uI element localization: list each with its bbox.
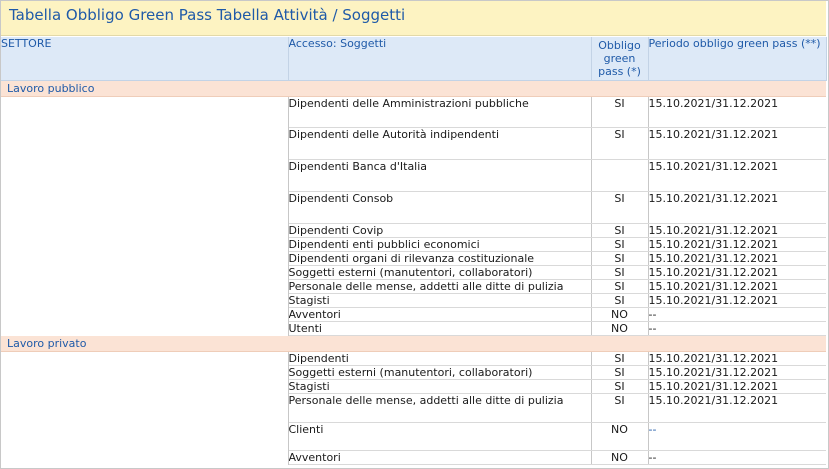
sector-row: [1, 81, 826, 97]
subject-cell: Dipendenti: [288, 352, 591, 366]
subject-cell: Avventori: [288, 451, 591, 465]
periodo-cell: 15.10.2021/31.12.2021: [648, 394, 826, 423]
subject-cell: Clienti: [288, 423, 591, 451]
obbligo-cell: SI: [591, 294, 648, 308]
periodo-cell: 15.10.2021/31.12.2021: [648, 160, 826, 192]
obligation-table: [1, 37, 827, 465]
subject-cell: Dipendenti delle Autorità indipendenti: [288, 128, 591, 160]
obbligo-cell: SI: [591, 394, 648, 423]
periodo-cell: 15.10.2021/31.12.2021: [648, 294, 826, 308]
table-row: [1, 97, 826, 128]
obbligo-cell: NO: [591, 423, 648, 451]
subject-cell: Dipendenti Consob: [288, 192, 591, 224]
subject-cell: Stagisti: [288, 294, 591, 308]
sector-label: Lavoro privato: [1, 336, 826, 352]
subject-cell: Soggetti esterni (manutentori, collaboratori): [288, 266, 591, 280]
periodo-cell: --: [648, 451, 826, 465]
table-row: [1, 352, 826, 366]
settore-cell: [1, 352, 288, 465]
subject-cell: Dipendenti Covip: [288, 224, 591, 238]
periodo-cell: --: [648, 308, 826, 322]
settore-cell: [1, 97, 288, 336]
obbligo-cell: SI: [591, 97, 648, 128]
subject-cell: Personale delle mense, addetti alle ditte di pulizia: [288, 394, 591, 423]
subject-cell: Utenti: [288, 322, 591, 336]
periodo-cell: 15.10.2021/31.12.2021: [648, 352, 826, 366]
obbligo-cell: SI: [591, 380, 648, 394]
sector-label: Lavoro pubblico: [1, 81, 826, 97]
periodo-cell: 15.10.2021/31.12.2021: [648, 192, 826, 224]
title-bar: [1, 1, 826, 36]
periodo-cell: 15.10.2021/31.12.2021: [648, 266, 826, 280]
periodo-cell: 15.10.2021/31.12.2021: [648, 366, 826, 380]
subject-cell: Stagisti: [288, 380, 591, 394]
periodo-cell: 15.10.2021/31.12.2021: [648, 252, 826, 266]
header-obbligo: Obbligo green pass (*): [591, 37, 648, 81]
periodo-cell: 15.10.2021/31.12.2021: [648, 238, 826, 252]
obbligo-cell: SI: [591, 266, 648, 280]
periodo-cell: 15.10.2021/31.12.2021: [648, 380, 826, 394]
subject-cell: Personale delle mense, addetti alle ditte di pulizia: [288, 280, 591, 294]
periodo-cell: --: [648, 322, 826, 336]
obbligo-cell: NO: [591, 308, 648, 322]
sector-row: [1, 336, 826, 352]
periodo-cell: 15.10.2021/31.12.2021: [648, 97, 826, 128]
obbligo-cell: SI: [591, 252, 648, 266]
subject-cell: Dipendenti enti pubblici economici: [288, 238, 591, 252]
subject-cell: Soggetti esterni (manutentori, collaboratori): [288, 366, 591, 380]
obbligo-cell: [591, 160, 648, 192]
subject-cell: Dipendenti Banca d'Italia: [288, 160, 591, 192]
obbligo-cell: SI: [591, 224, 648, 238]
subject-cell: Avventori: [288, 308, 591, 322]
periodo-cell: --: [648, 423, 826, 451]
obbligo-cell: SI: [591, 192, 648, 224]
obbligo-cell: SI: [591, 280, 648, 294]
header-periodo: Periodo obbligo green pass (**): [648, 37, 826, 81]
periodo-cell: 15.10.2021/31.12.2021: [648, 280, 826, 294]
obbligo-cell: SI: [591, 128, 648, 160]
header-settore: SETTORE: [1, 37, 288, 81]
page-title: Tabella Obbligo Green Pass Tabella Attività / Soggetti: [9, 6, 406, 24]
subject-cell: Dipendenti organi di rilevanza costituzionale: [288, 252, 591, 266]
subject-cell: Dipendenti delle Amministrazioni pubbliche: [288, 97, 591, 128]
obbligo-cell: SI: [591, 366, 648, 380]
obbligo-cell: SI: [591, 238, 648, 252]
obbligo-cell: SI: [591, 352, 648, 366]
header-row: [1, 37, 826, 81]
header-accesso: Accesso: Soggetti: [288, 37, 591, 81]
periodo-cell: 15.10.2021/31.12.2021: [648, 224, 826, 238]
obbligo-cell: NO: [591, 451, 648, 465]
obbligo-cell: NO: [591, 322, 648, 336]
periodo-cell: 15.10.2021/31.12.2021: [648, 128, 826, 160]
